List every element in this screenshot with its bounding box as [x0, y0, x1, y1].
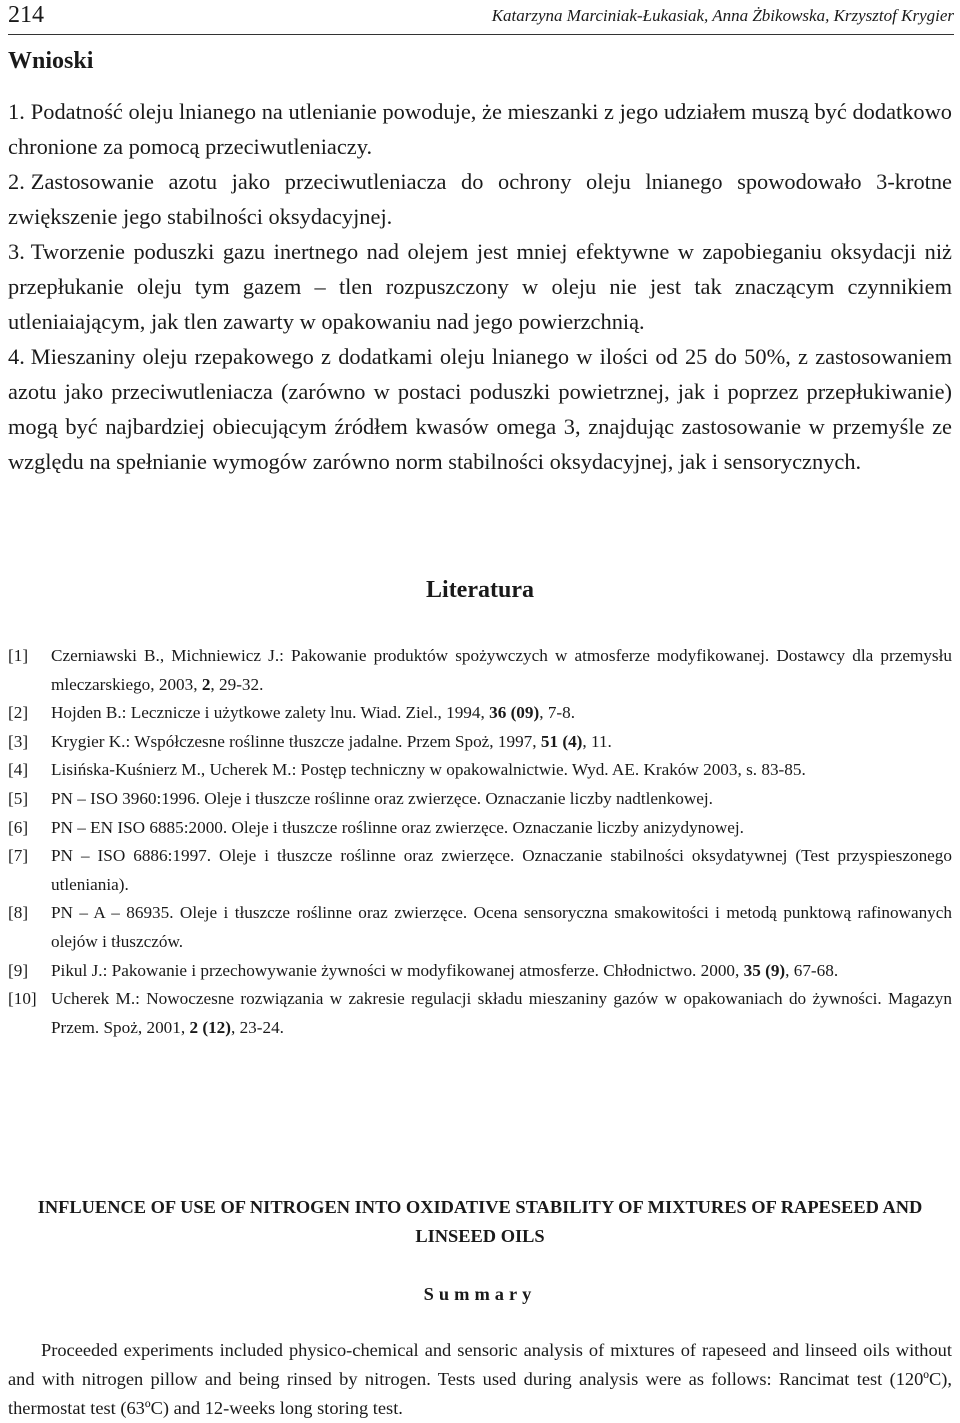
reference-number: [10]	[8, 989, 37, 1009]
conclusion-number: 1.	[8, 99, 25, 124]
reference-text: PN – EN ISO 6885:2000. Oleje i tłuszcze roślinne oraz zwierzęce. Oznaczanie liczby anizydynowej.	[51, 817, 744, 837]
reference-number: [8]	[8, 903, 29, 923]
conclusion-item	[8, 164, 952, 234]
reference-volume: 2	[201, 674, 211, 694]
reference-pages: , 67-68.	[785, 960, 839, 980]
page-number: 214	[8, 2, 44, 28]
reference-text: , 29-32.	[210, 674, 264, 694]
reference-text: PN – ISO 6886:1997. Oleje i tłuszcze roślinne oraz zwierzęce. Oznaczanie stabilności oksydatywnej (Test przyspieszonego utleniania).	[51, 846, 952, 894]
conclusion-number: 4.	[8, 344, 25, 369]
english-title: INFLUENCE OF USE OF NITROGEN INTO OXIDATIVE STABILITY OF MIXTURES OF RAPESEED AND LINSEED OILS	[37, 1197, 923, 1246]
reference-text: PN – ISO 3960:1996. Oleje i tłuszcze roślinne oraz zwierzęce. Oznaczanie liczby nadtlenkowej.	[51, 788, 713, 808]
reference-number: [5]	[8, 788, 29, 808]
reference-number: [2]	[8, 703, 29, 723]
page-header	[8, 0, 954, 35]
conclusion-text: Podatność oleju lnianego na utlenianie powoduje, że mieszanki z jego udziałem muszą być dodatkowo chronione za pomocą przeciwutleniaczy.	[8, 99, 952, 159]
section-title-conclusions: Wnioski	[8, 48, 94, 74]
reference-pages: , 11.	[582, 731, 612, 751]
reference-issue: (12)	[202, 1017, 231, 1037]
reference-text: Czerniawski B., Michniewicz J.: Pakowanie produktów spożywczych w atmosferze modyfikowanej. Dostawcy dla przemysłu mleczarskiego, 2003,	[51, 646, 952, 694]
conclusion-number: 2.	[8, 169, 25, 194]
reference-item	[8, 842, 952, 899]
reference-issue: (4)	[562, 731, 583, 751]
reference-text: Ucherek M.: Nowoczesne rozwiązania w zakresie regulacji składu mieszaniny gazów w opakowaniach do żywności. Magazyn Przem. Spoż, 2001,	[51, 989, 952, 1037]
conclusions-list	[8, 94, 952, 479]
conclusion-item	[8, 234, 952, 339]
reference-item	[8, 785, 952, 814]
reference-number: [6]	[8, 817, 29, 837]
reference-item	[8, 728, 952, 757]
conclusion-item	[8, 94, 952, 164]
reference-pages: , 23-24.	[230, 1017, 284, 1037]
reference-text: PN – A – 86935. Oleje i tłuszcze roślinne oraz zwierzęce. Ocena sensoryczna smakowitości i metodą punktową rafinowanych olejów i tłuszczów.	[51, 903, 952, 951]
reference-number: [4]	[8, 760, 29, 780]
reference-volume: 36	[489, 703, 507, 723]
summary-title: Summary	[423, 1284, 537, 1304]
running-head-authors: Katarzyna Marciniak-Łukasiak, Anna Żbikowska, Krzysztof Krygier	[491, 6, 954, 25]
reference-number: [9]	[8, 960, 29, 980]
reference-volume: 35	[743, 960, 761, 980]
reference-volume: 51	[540, 731, 559, 751]
reference-text: Lisińska-Kuśnierz M., Ucherek M.: Postęp techniczny w opakowalnictwie. Wyd. AE. Kraków 2003, s. 83-85.	[51, 760, 806, 780]
section-title-literature: Literatura	[426, 577, 534, 603]
reference-text: Pikul J.: Pakowanie i przechowywanie żywności w modyfikowanej atmosferze. Chłodnictwo. 2000,	[51, 960, 744, 980]
reference-item	[8, 814, 952, 843]
reference-number: [7]	[8, 846, 29, 866]
conclusion-text: Tworzenie poduszki gazu inertnego nad olejem jest mniej efektywne w zapobieganiu oksydacji niż przepłukanie oleju tym gazem – tlen rozpuszczony w oleju nie jest tak znaczącym czynnikiem utleniaiającym, jak tlen zawarty w opakowaniu nad jego powierzchnią.	[8, 239, 952, 334]
reference-text: Hojden B.: Lecznicze i użytkowe zalety lnu. Wiad. Ziel., 1994,	[51, 703, 490, 723]
reference-item	[8, 899, 952, 956]
reference-item	[8, 985, 952, 1042]
conclusion-text: Zastosowanie azotu jako przeciwutleniacza do ochrony oleju lnianego spowodowało 3-krotne zwiększenie jego stabilności oksydacyjnej.	[8, 169, 952, 229]
reference-issue: (09)	[510, 703, 540, 723]
reference-text: Krygier K.: Współczesne roślinne tłuszcze jadalne. Przem Spoż, 1997,	[51, 731, 541, 751]
conclusion-text: Mieszaniny oleju rzepakowego z dodatkami oleju lnianego w ilości od 25 do 50%, z zastosowaniem azotu jako przeciwutleniacza (zarówno w postaci poduszki powietrznej, jak i poprzez przepłukiwanie) mogą być najbardziej obiecującym źródłem kwasów omega 3, znajdując zastosowanie w przemyśle ze względu na spełnianie wymogów zarówno norm stabilności oksydacyjnej, jak i sensorycznych.	[8, 344, 952, 474]
reference-pages: , 7-8.	[539, 703, 576, 723]
reference-number: [1]	[8, 646, 29, 665]
reference-number: [3]	[8, 731, 29, 751]
summary-paragraph: Proceeded experiments included physico-chemical and sensoric analysis of mixtures of rapeseed and linseed oils without and with nitrogen pillow and being rinsed by nitrogen. Tests used during analysis were as follows: Rancimat test (120ºC), thermostat test (63ºC) and 12-weeks long storing test.	[8, 1340, 952, 1418]
reference-item	[8, 756, 952, 785]
reference-item	[8, 642, 952, 699]
reference-volume: 2	[189, 1017, 199, 1037]
reference-item	[8, 957, 952, 986]
reference-issue: (9)	[765, 960, 786, 980]
conclusion-item	[8, 339, 952, 479]
reference-item	[8, 699, 952, 728]
references-list	[8, 642, 952, 1042]
conclusion-number: 3.	[8, 239, 25, 264]
